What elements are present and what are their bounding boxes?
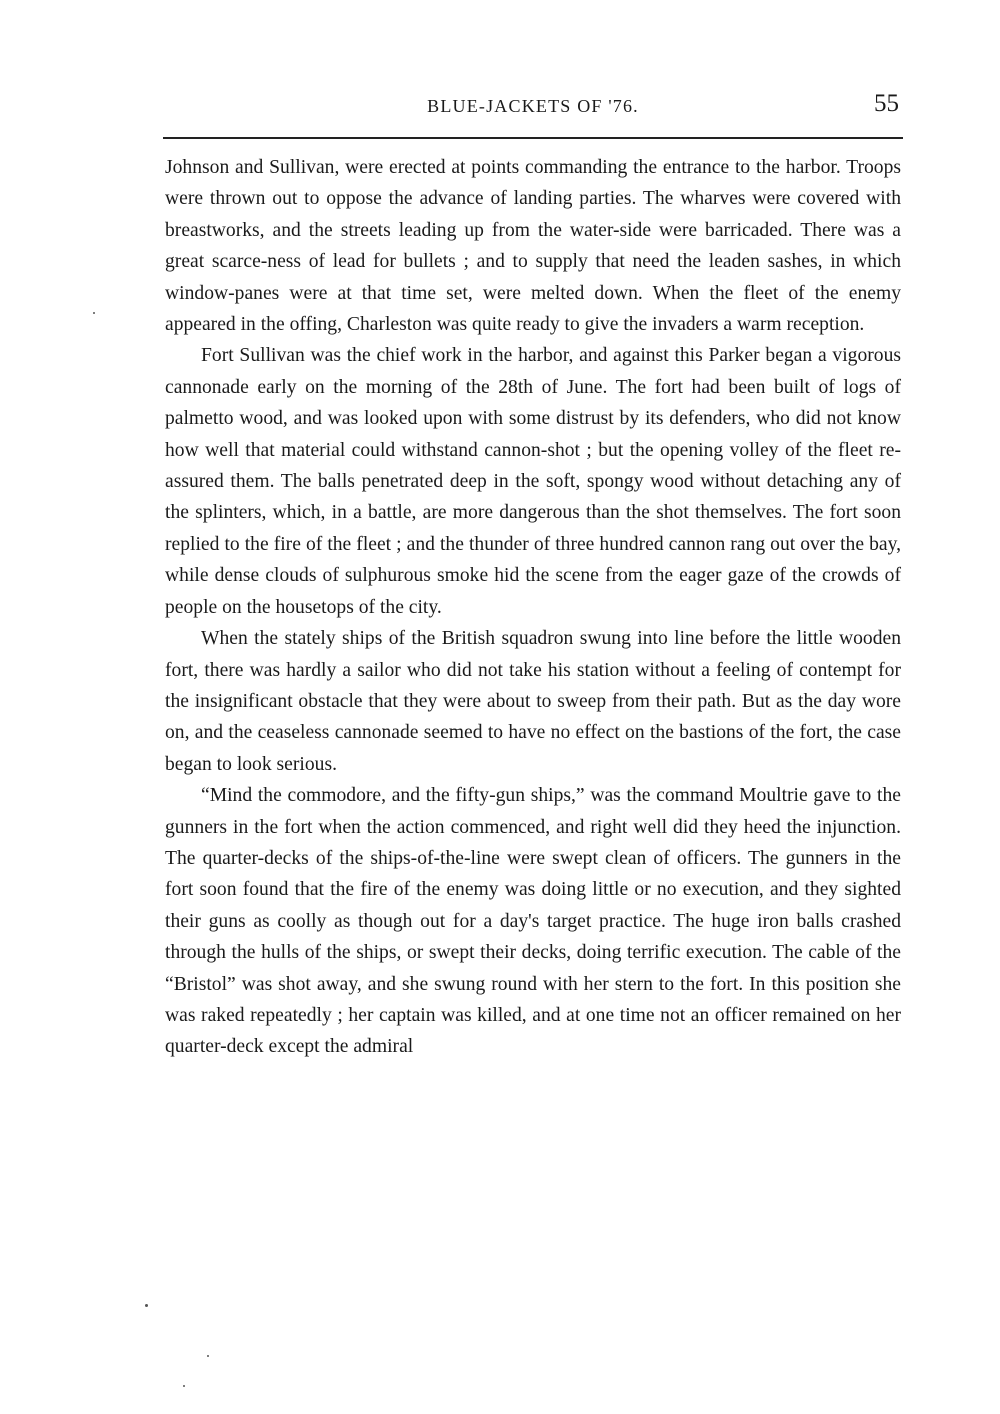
paper-speck xyxy=(183,1385,185,1387)
paragraph-3: When the stately ships of the British squadron swung into line before the little wooden fort, there was hardly a sailor who did not take his station without a feeling of contempt for the insignificant obstacle that they were about to sweep from their path. But as the day wore on, and the ceaseless cannonade seemed to have no effect on the bastions of the fort, the case began to look serious. xyxy=(165,628,901,775)
paragraph-2: Fort Sullivan was the chief work in the harbor, and against this Parker began a vigorous cannonade early on the morning of the 28th of June. The fort had been built of logs of palmetto wood, and was looked upon with some distrust by its defenders, who did not know how well that material could withstand cannon-shot ; but the opening volley of the fleet re-assured them. The balls penetrated deep in the soft, spongy wood without detaching any of the splinters, which, in a battle, are more dangerous than the shot themselves. The fort soon replied to the fire of the fleet ; and the thunder of three hundred cannon rang out over the bay, while dense clouds of sulphurous smoke hid the scene from the eager gaze of the crowds of people on the housetops of the city. xyxy=(165,345,901,618)
body-text xyxy=(165,152,901,1063)
paragraph-1: Johnson and Sullivan, were erected at points commanding the entrance to the harbor. Troops were thrown out to oppose the advance of landing parties. The wharves were covered with breastworks, and the streets leading up from the water-side were barricaded. There was a great scarce-ness of lead for bullets ; and to supply that need the leaden sashes, in which window-panes were at that time set, were melted down. When the fleet of the enemy appeared in the offing, Charleston was quite ready to give the invaders a warm reception. xyxy=(165,157,901,336)
paper-speck xyxy=(93,312,95,314)
running-head xyxy=(163,90,903,130)
running-title: BLUE-JACKETS OF '76. xyxy=(427,96,639,116)
page-number: 55 xyxy=(874,90,899,117)
paragraph-4: “Mind the commodore, and the fifty-gun ships,” was the command Moultrie gave to the gunners in the fort when the action commenced, and right well did they heed the injunction. The quarter-decks of the ships-of-the-line were swept clean of officers. The gunners in the fort soon found that the fire of the enemy was doing little or no execution, and they sighted their guns as coolly as though out for a day's target practice. The huge iron balls crashed through the hulls of the ships, or swept their decks, doing terrific execution. The cable of the “Bristol” was shot away, and she swung round with her stern to the fort. In this position she was raked repeatedly ; her captain was killed, and at one time not an officer remained on her quarter-deck except the admiral xyxy=(165,785,901,1058)
header-rule xyxy=(163,137,903,139)
paper-speck xyxy=(145,1304,148,1307)
paper-speck xyxy=(207,1355,209,1357)
